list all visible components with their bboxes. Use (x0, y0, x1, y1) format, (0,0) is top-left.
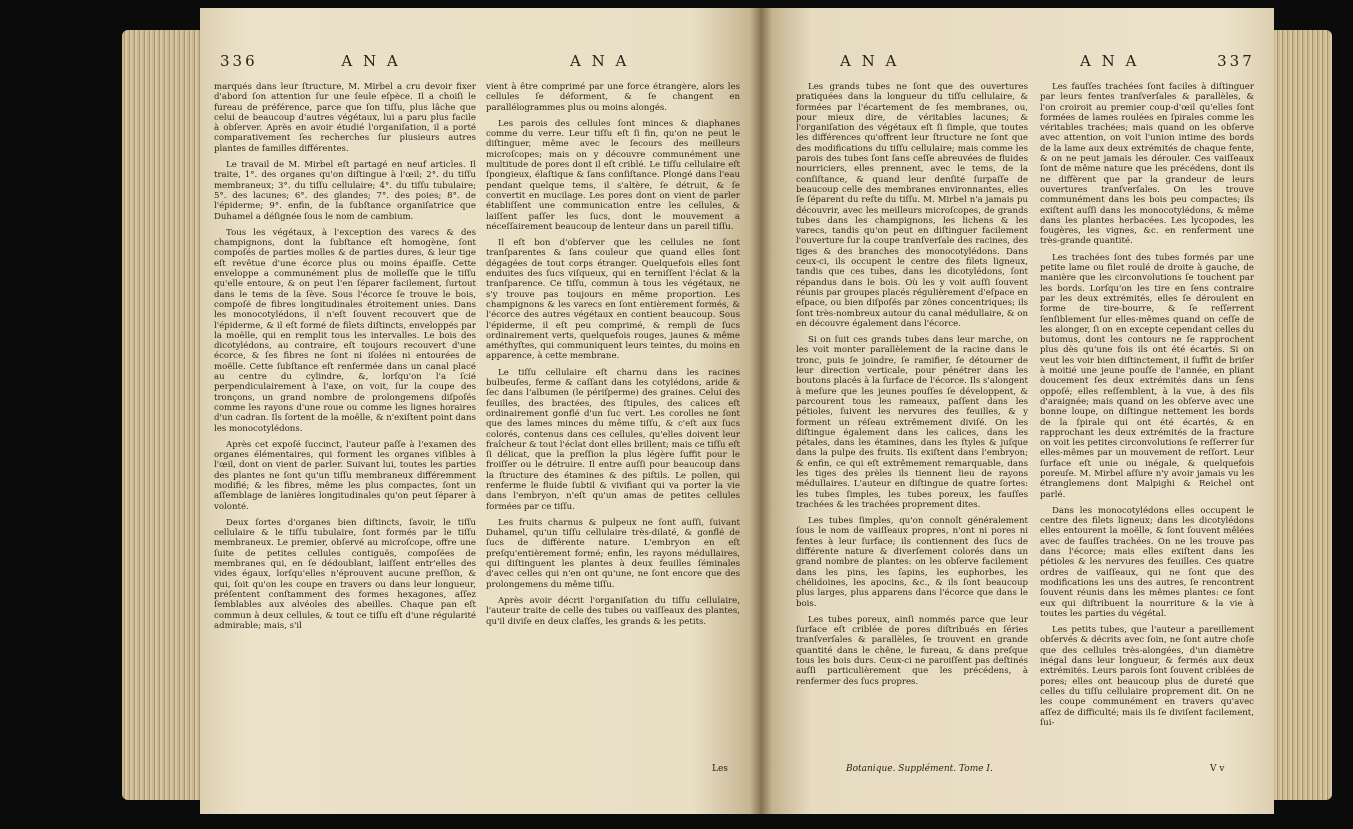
paragraph: Les parois des cellules ſont minces & diaphanes comme du verre. Leur tiſſu eſt ſi fin, qu'on ne peut le diſtinguer, même avec le ſecours des meilleurs microſcopes; mais on y découvre communément une multitude de pores dont il eſt criblé. Le tiſſu cellulaire eſt ſpongieux, élaſtique & ſans conſiſtance. Plongé dans l'eau pendant quelque tems, il s'altère, ſe détruit, & ſe convertit en mucilage. Les pores dont on vient de parler établiſſent une communication entre les cellules, & laiſſent paſſer les ſucs, dont le mouvement a néceſſairement beaucoup de lenteur dans un pareil tiſſu. (486, 118, 740, 232)
left-running-head-1: A N A (341, 52, 401, 70)
paragraph: Tous les végétaux, à l'exception des varecs & des champignons, dont la ſubſtance eſt homogène, ſont compoſés de parties molles & de parties dures, & leur tige eſt revêtue d'une écorce plus ou moins épaiſſe. Cette enveloppe a communément plus de molleſſe que le tiſſu qu'elle entoure, & on peut l'en ſéparer facilement, ſurtout dans le tems de la ſève. Sous l'écorce ſe trouve le bois, compoſé de fibres longitudinales étroitement unies. Dans les monocotylédons, il n'eſt ſouvent recouvert que de l'épiderme, & il eſt formé de filets diſtincts, enveloppés par la moëlle, qui en remplit tous les intervalles. Le bois des dicotylédons, au contraire, eſt toujours recouvert d'une écorce, & ſes fibres ne ſont ni iſolées ni entourées de moëlle. Cette ſubſtance eſt renfermée dans un canal placé au centre du cylindre, &, lorſqu'on l'a ſcié perpendiculairement à l'axe, on voit, ſur la coupe des tronçons, un grand nombre de prolongemens diſpoſés comme les rayons d'une roue ou comme les lignes horaires d'un cadran. Ils ſortent de la moëlle, & n'exiſtent point dans les monocotylédons. (214, 227, 476, 434)
right-page-edges (1270, 30, 1332, 800)
paragraph: Les grands tubes ne ſont que des ouvertures pratiquées dans la longueur du tiſſu cellulaire, & formées par l'écartement de ſes membranes, ou, pour mieux dire, de véritables lacunes; & l'organiſation des végétaux eſt ſi ſimple, que toutes les différences qu'offrent leur ſtructure ne ſont que des modifications du tiſſu cellulaire; mais comme les parois des tubes ſont ſans ceſſe abreuvées de fluides nourriciers, elles prennent, avec le tems, de la conſiſtance, & quand leur denſité ſurpaſſe de beaucoup celle des membranes environnantes, elles ſe ſéparent du reſte du tiſſu. M. Mirbel n'a jamais pu découvrir, avec les meilleurs microſcopes, de grands tubes dans les champignons, les lichens & les varecs, tandis qu'on peut en diſtinguer facilement l'ouverture ſur la coupe tranſverſale des racines, des tiges & des branches des monocotylédons. Dans ceux-ci, ils occupent le centre des filets ligneux, tandis que ces tubes, dans les dicotylédons, ſont répandus dans le bois. Où les y voit auſſi ſouvent réunis par groupes placés régulièrement d'eſpace en eſpace, ou bien diſpoſés par zônes concentriques; ils ſont très-nombreux autour du canal médullaire, & on en découvre également dans l'écorce. (796, 82, 1028, 329)
paragraph: Les fruits charnus & pulpeux ne ſont auſſi, ſuivant Duhamel, qu'un tiſſu cellulaire très-dilaté, & gonflé de ſucs de différente nature. L'embryon en eſt preſqu'entièrement formé; enfin, les rayons médullaires, qui diſtinguent les plantes à deux feuilles ſéminales d'avec celles qui n'en ont qu'une, ne ſont encore que des prolongemens du même tiſſu. (486, 517, 740, 590)
paragraph: Les tubes poreux, ainſi nommés parce que leur ſurface eſt criblée de pores diſtribués en ſéries tranſverſales & parallèles, ſe trouvent en grande quantité dans le chêne, le fureau, & dans preſque tous les bois durs. Ceux-ci ne paroiſſent pas deſtinés auſſi particulièrement que les précédens, à renfermer des ſucs propres. (796, 614, 1028, 687)
left-running-head-2: A N A (570, 52, 630, 70)
paragraph: marqués dans leur ſtructure, M. Mirbel a cru devoir fixer d'abord ſon attention ſur une ſeule eſpèce. Il a choiſi le fureau de préférence, parce que ſon tiſſu, plus lâche que celui de beaucoup d'autres végétaux, lui a paru plus facile à obſerver. Après en avoir étudié l'organiſation, il a porté comparativement ſes recherches ſur plusieurs autres plantes de familles différentes. (214, 82, 476, 154)
right-running-head-2: A N A (1080, 52, 1140, 70)
left-column-2 (486, 82, 740, 633)
catchword: Les (712, 764, 728, 774)
paragraph: Deux ſortes d'organes bien diſtincts, ſavoir, le tiſſu cellulaire & le tiſſu tubulaire, ſont formés par le tiſſu membraneux. Le premier, obſervé au microſcope, offre une ſuite de petites cellules contiguës, compoſées de membranes qui, en ſe dédoublant, laiſſent entr'elles des vides égaux, lorſqu'elles n'éprouvent aucune preſſion, & qui, ſoit qu'on les coupe en travers ou dans leur longueur, préſentent conſtamment des formes hexagones, aſſez ſemblables aux alvéoles des abeilles. Chaque pan eſt commun à deux cellules, & tout ce tiſſu eſt d'une régularité admirable; mais, s'il (214, 517, 476, 631)
paragraph: Les petits tubes, que l'auteur a pareillement obſervés & décrits avec ſoin, ne ſont autre choſe que des cellules très-alongées, d'un diamètre inégal dans leur longueur, & fermés aux deux extrémités. Leurs parois ſont ſouvent criblées de pores; elles ont beaucoup plus de dureté que celles du tiſſu cellulaire proprement dit. On ne les coupe communément en travers qu'avec aſſez de difficulté; mais ils ſe diviſent facilement, ſui- (1040, 625, 1254, 728)
paragraph: Il eſt bon d'obſerver que les cellules ne ſont tranſparentes & ſans couleur que quand elles ſont dégagées de tout corps étranger. Quelquefois elles ſont enduites des ſucs viſqueux, qui en terniſſent l'éclat & la tranſparence. Ce tiſſu, commun à tous les végétaux, ne s'y trouve pas toujours en même proportion. Les champignons & les varecs en ſont entièrement formés, & l'écorce des autres végétaux en contient beaucoup. Sous l'épiderme, il eſt peu comprimé, & rempli de ſucs ordinairement verts, quelquefois rouges, jaunes & même améthyſtes, qui communiquent leurs teintes, du moins en apparence, à cette membrane. (486, 238, 740, 362)
paragraph: Dans les monocotylédons elles occupent le centre des filets ligneux; dans les dicotylédons elles entourent la moëlle, & ſont ſouvent mêlées avec de fauſſes trachées. On ne les trouve pas dans l'écorce; mais elles exiſtent dans les pétioles & les nervures des feuilles. Ces quatre ordres de vaiſſeaux, qui ne ſont que des modifications les uns des autres, ſe rencontrent ſouvent réunis dans les mêmes plantes: ce ſont eux qui diſtribuent la nourriture & la vie à toutes les parties du végétal. (1040, 505, 1254, 619)
paragraph: Après avoir décrit l'organiſation du tiſſu cellulaire, l'auteur traite de celle des tubes ou vaiſſeaux des plantes, qu'il diviſe en deux claſſes, les grands & les petits. (486, 595, 740, 627)
page-footer: Botanique. Supplément. Tome I. (846, 764, 993, 774)
paragraph: Les tubes ſimples, qu'on connoît généralement ſous le nom de vaiſſeaux propres, n'ont ni pores ni fentes à leur ſurface; ils contiennent des ſucs de différente nature & diverſement colorés dans un grand nombre de plantes: on les obſerve facilement dans les pins, les ſapins, les euphorbes, les chélidoines, les apocins, &c., & ils ſont beaucoup plus larges, plus apparens dans l'écorce que dans le bois. (796, 516, 1028, 609)
left-page-number: 336 (220, 52, 258, 70)
paragraph: Le travail de M. Mirbel eſt partagé en neuf articles. Il traite, 1°. des organes qu'on diſtingue à l'œil; 2°. du tiſſu membraneux; 3°. du tiſſu cellulaire; 4°. du tiſſu tubulaire; 5°. des lacunes; 6°. des glandes; 7°. des poies; 8°. de l'épiderme; 9°. enfin, de la ſubſtance organiſatrice que Duhamel a déſignée ſous le nom de cambium. (214, 160, 476, 222)
paragraph: Si on ſuit ces grands tubes dans leur marche, on les voit monter parallèlement de la racine dans le tronc, puis ſe joindre, ſe ramifier, ſe détourner de leur direction verticale, pour pénétrer dans les boutons placés à la ſurface de l'écorce. Ils s'alongent à meſure que les jeunes pouſſes ſe développent, & parcourent tous les rameaux, paſſent dans les pétioles, ſuivent les nervures des feuilles, & y forment un réſeau extrêmement diviſé. On les diſtingue également dans les calices, dans les pétales, dans les étamines, dans les ſtyles & juſque dans la pulpe des fruits. Ils exiſtent dans l'embryon; & enfin, ce qui eſt extrêmement remarquable, dans les tiges des prèles ils tiennent lieu de rayons médullaires. L'auteur en diſtingue de quatre ſortes: les tubes ſimples, les tubes poreux, les fauſſes trachées & les trachées proprement dites. (796, 335, 1028, 510)
paragraph: Après cet expoſé ſuccinct, l'auteur paſſe à l'examen des organes élémentaires, qui forment les organes viſibles à l'œil, dont on vient de parler. Suivant lui, toutes les parties des plantes ne ſont qu'un tiſſu membraneux différemment modifié; & les fibres, même les plus compactes, ſont un aſſemblage de lanières longitudinales qu'on peut ſéparer à volonté. (214, 439, 476, 512)
book-gutter (750, 8, 772, 814)
right-column-1 (796, 82, 1028, 693)
paragraph: vient à être comprimé par une force étrangère, alors les cellules ſe déforment, & ſe changent en parallélogrammes plus ou moins alongés. (486, 82, 740, 113)
paragraph: Le tiſſu cellulaire eſt charnu dans les racines bulbeuſes, ferme & caſſant dans les cotylédons, aride & ſec dans l'albumen (le périſperme) des graines. Celui des feuilles, des bractées, des ſtipules, des calices eſt ordinairement gonflé d'un ſuc vert. Les corolles ne ſont que des lames minces du même tiſſu, & c'eſt aux ſucs colorés, contenus dans ces cellules, qu'elles doivent leur fraîcheur & tout l'éclat dont elles brillent; mais ce tiſſu eſt ſi délicat, que la preſſion la plus légère ſuffit pour le froiſſer ou le détruire. Il entre auſſi pour beaucoup dans la ſtructure des étamines & des piſtils. Le pollen, qui renferme le fluide ſubtil & vivifiant qui va porter la vie dans l'embryon, n'eſt qu'un amas de petites cellules formées par ce tiſſu. (486, 367, 740, 512)
right-column-2 (1040, 82, 1254, 734)
open-book (122, 8, 1332, 814)
signature-mark: V v (1210, 764, 1225, 774)
right-page (760, 8, 1274, 814)
left-page (200, 8, 760, 814)
right-running-head-1: A N A (840, 52, 900, 70)
paragraph: Les fauſſes trachées ſont faciles à diſtinguer par leurs fentes tranſverſales & parallèles, & l'on croiroit au premier coup-d'œil qu'elles ſont formées de lames roulées en ſpirales comme les véritables trachées; mais quand on les obſerve avec attention, on voit l'union intime des bords de la lame aux deux extrémités de chaque fente, & on ne peut jamais les dérouler. Ces vaiſſeaux ſont de même nature que les précédens, dont ils ne diffèrent que par la grandeur de leurs ouvertures tranſverſales. On les trouve communément dans les bois peu compactes; ils exiſtent auſſi dans les monocotylédons, & même dans les plantes herbacées. Les lycopodes, les fougères, les vignes, &c. en renferment une très-grande quantité. (1040, 82, 1254, 247)
left-column-1 (214, 82, 476, 637)
paragraph: Les trachées ſont des tubes formés par une petite lame ou filet roulé de droite à gauche, de manière que les circonvolutions ſe touchent par les bords. Lorſqu'on les tire en ſens contraire par les deux extrémités, elles ſe déroulent en forme de tire-bourre, & ſe reſſerrent ſenſiblement ſur elles-mêmes quand on ceſſe de les alonger, ſi on en excepte cependant celles du butomus, dont les contours ne ſe rapprochent plus dès qu'une fois ils ont été écartés. Si on veut les voir bien diſtinctement, il ſuffit de briſer à moitié une jeune pouſſe de l'année, en pliant doucement ſes deux extrémités dans un ſens oppoſé; elles reſſemblent, à la vue, à des fils d'araignée; mais quand on les obſerve avec une bonne loupe, on diſtingue nettement les bords de la ſpirale qui ont été écartés, & en rapprochant les deux extrémités de la fracture on voit les petites circonvolutions ſe reſſerrer ſur elles-mêmes par un mouvement de reſſort. Leur ſurface eſt unie ou inégale, & quelquefois poreuſe. M. Mirbel aſſure n'y avoir jamais vu les étranglemens dont Malpighi & Reichel ont parlé. (1040, 252, 1255, 500)
right-page-number: 337 (1217, 52, 1255, 70)
left-page-edges (122, 30, 202, 800)
